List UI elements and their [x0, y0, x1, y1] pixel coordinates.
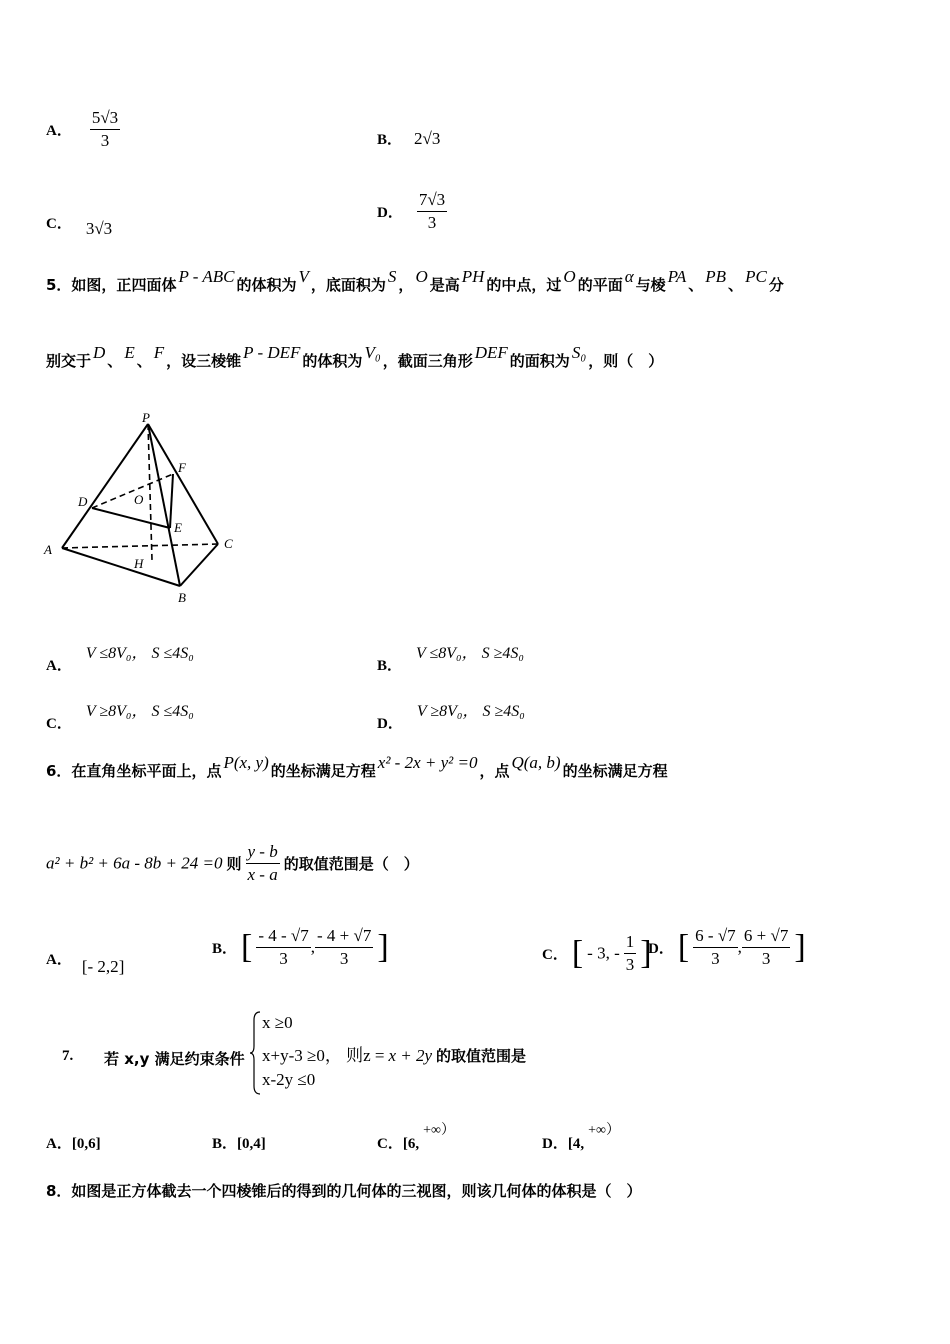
q7-option-d — [542, 1123, 620, 1153]
text-run: ，截面三角形 — [382, 352, 473, 370]
q6-option-d — [648, 926, 806, 969]
option-label: D． — [377, 205, 403, 221]
q4-option-b — [377, 128, 440, 149]
edge-DE — [92, 508, 170, 528]
q7-prefix: 若 x,y 满足约束条件 — [104, 1050, 245, 1068]
comma: , — [737, 937, 742, 957]
slope-fraction — [246, 842, 280, 885]
left-bracket: [ — [677, 928, 690, 966]
q5-option-b — [377, 640, 524, 674]
text-run: 6．在直角坐标平面上，点 — [46, 762, 222, 780]
numerator: 7√3 — [417, 190, 447, 212]
numerator: 5√3 — [90, 108, 120, 130]
text-run: ，点 — [479, 762, 510, 780]
text-run: ，底面积为 — [310, 276, 386, 294]
constraint-3: x-2y ≤0 — [262, 1070, 316, 1089]
q4-option-a — [46, 108, 120, 151]
text-run: 5．如图，正四面体 — [46, 276, 177, 294]
numerator: y - b — [246, 842, 280, 864]
numerator: 6 - √7 — [693, 926, 738, 948]
option-text: C．[6, — [377, 1136, 420, 1152]
q5-option-c — [46, 698, 194, 732]
option-value: V ≥8V₀， S ≤4S₀ — [85, 703, 194, 720]
q7-number: 7. — [62, 1048, 74, 1064]
label-A: A — [44, 542, 52, 557]
question-tail: 的取值范围是（ ） — [283, 855, 419, 873]
math-run: D — [93, 343, 106, 362]
option-text: D．[4, — [542, 1136, 585, 1152]
fraction-low — [693, 926, 738, 969]
option-label: A． — [46, 952, 72, 968]
math-run: V — [298, 267, 309, 286]
left-bracket: [ — [241, 928, 253, 966]
text-run: 别交于 — [46, 352, 92, 370]
edge-BC — [180, 544, 218, 586]
q4-option-d — [377, 190, 447, 233]
math-run: DEF — [474, 343, 508, 362]
option-label: C． — [46, 716, 72, 732]
edge-AB — [62, 548, 180, 586]
text-run: 的面积为 — [509, 352, 570, 370]
q5-stem-line1 — [46, 267, 906, 295]
numerator: 1 — [624, 932, 637, 954]
math-run: P - DEF — [243, 343, 301, 362]
option-label: C． — [46, 216, 72, 232]
denominator: 3 — [711, 949, 720, 968]
q7-option-b: B．[0,4] — [212, 1136, 266, 1152]
math-run: PA — [667, 267, 687, 286]
label-H: H — [134, 556, 144, 571]
q5-option-d — [377, 698, 525, 732]
text-run: 的中点，过 — [486, 276, 562, 294]
option-label: C． — [542, 947, 568, 963]
q6-option-a — [46, 948, 125, 976]
option-label: B． — [377, 132, 403, 148]
infinity: +∞） — [588, 1123, 620, 1138]
fraction — [90, 108, 120, 151]
q7-option-c — [377, 1123, 455, 1153]
math-run: P - ABC — [178, 267, 235, 286]
text-run: 的体积为 — [302, 352, 363, 370]
text-run: 与棱 — [635, 276, 666, 294]
denominator: 3 — [339, 949, 349, 968]
math-run: O — [415, 267, 428, 286]
right-bracket: ] — [377, 928, 389, 966]
option-label: B． — [212, 941, 238, 957]
math-run: x² - 2x + y² =0 — [377, 753, 478, 772]
text-run: 是高 — [429, 276, 460, 294]
brace — [250, 1010, 262, 1096]
math-run: P(x, y) — [223, 753, 269, 772]
label-C: C — [224, 536, 233, 551]
text-run: 的坐标满足方程 — [270, 762, 376, 780]
objective-expr: x + 2y — [388, 1046, 433, 1065]
q7-option-a: A．[0,6] — [46, 1136, 101, 1152]
math-run: Q(a, b) — [511, 753, 561, 772]
constraint-1: x ≥0 — [262, 1013, 293, 1032]
interval: - 2,2 — [87, 957, 119, 976]
numerator: - 4 + √7 — [315, 926, 373, 948]
math-run: V₀ — [364, 343, 381, 362]
fraction — [417, 190, 447, 233]
label-E: E — [174, 520, 182, 535]
math-run: E — [124, 343, 135, 362]
circle-equation: a² + b² + 6a - 8b + 24 =0 — [46, 853, 223, 873]
math-run: F — [153, 343, 165, 362]
q4-option-c — [46, 212, 113, 238]
math-run: PB — [705, 267, 727, 286]
option-label: D． — [377, 716, 403, 732]
option-label: D． — [648, 941, 674, 957]
text-run: 、 — [107, 352, 123, 370]
text-run: ， — [398, 276, 414, 294]
text-run: ，设三棱锥 — [166, 352, 242, 370]
left-bracket: [ — [571, 934, 584, 972]
fraction-low — [256, 926, 310, 969]
denominator: 3 — [761, 949, 771, 968]
math-run: PH — [461, 267, 485, 286]
option-value: 3√3 — [85, 219, 113, 238]
option-label: A． — [46, 658, 72, 674]
label-B: B — [178, 590, 186, 605]
denominator: 3 — [427, 213, 437, 232]
label-D: D — [78, 494, 88, 509]
denominator: 3 — [100, 131, 110, 150]
label-P: P — [142, 410, 150, 425]
option-value: 2√3 — [414, 129, 441, 148]
option-value: [- 2,2] — [81, 957, 125, 976]
text-run: ，则（ ） — [588, 352, 664, 370]
infinity: +∞） — [423, 1123, 455, 1138]
denominator: 3 — [279, 949, 288, 968]
numerator: 6 + √7 — [742, 926, 790, 948]
comma: , — [310, 937, 315, 957]
q6-option-b — [212, 926, 389, 969]
q6-stem-line2 — [46, 842, 419, 885]
label-F: F — [178, 460, 186, 475]
text-run: 、 — [136, 352, 152, 370]
question-tail: 的取值范围是 — [436, 1047, 527, 1065]
q6-option-c — [542, 932, 652, 975]
denominator: x - a — [247, 865, 278, 884]
edge-AC-hidden — [62, 544, 218, 548]
option-value: - 3, - — [587, 943, 620, 963]
text-run: 分 — [768, 276, 784, 294]
text-run: 的平面 — [577, 276, 623, 294]
math-run: PC — [745, 267, 767, 286]
math-run: S₀ — [571, 343, 587, 362]
constraint-2 — [262, 1041, 526, 1066]
then-word: 则 — [226, 855, 242, 873]
text-run: 、 — [688, 276, 704, 294]
numerator: - 4 - √7 — [256, 926, 310, 948]
math-run: S — [387, 267, 397, 286]
text-run: 的坐标满足方程 — [562, 762, 668, 780]
q6-stem-line1 — [46, 753, 906, 781]
option-value: V ≥8V₀， S ≥4S₀ — [416, 703, 525, 720]
edge-EF — [170, 474, 173, 528]
constraint-2-text: x+y-3 ≥0， 则z = — [262, 1046, 385, 1065]
right-bracket: ] — [640, 934, 652, 972]
text-run: 、 — [728, 276, 744, 294]
option-value: V ≤8V₀， S ≥4S₀ — [416, 645, 524, 662]
fraction — [624, 932, 637, 975]
text-run: 的体积为 — [236, 276, 297, 294]
math-run: O — [563, 267, 576, 286]
edge-PA — [62, 424, 148, 548]
q5-option-a — [46, 640, 194, 674]
option-label: B． — [377, 658, 403, 674]
q5-stem-line2 — [46, 343, 906, 371]
tetrahedron-figure — [40, 410, 250, 610]
denominator: 3 — [625, 955, 635, 974]
edge-PB — [148, 424, 180, 586]
math-run: α — [624, 267, 634, 286]
q8-stem: 8．如图是正方体截去一个四棱锥后的得到的几何体的三视图，则该几何体的体积是（ ） — [46, 1182, 642, 1200]
right-bracket: ] — [794, 928, 806, 966]
option-label: A． — [46, 123, 72, 139]
fraction-high — [742, 926, 790, 969]
label-O: O — [134, 492, 144, 507]
fraction-high — [315, 926, 373, 969]
option-value: V ≤8V₀， S ≤4S₀ — [85, 645, 194, 662]
